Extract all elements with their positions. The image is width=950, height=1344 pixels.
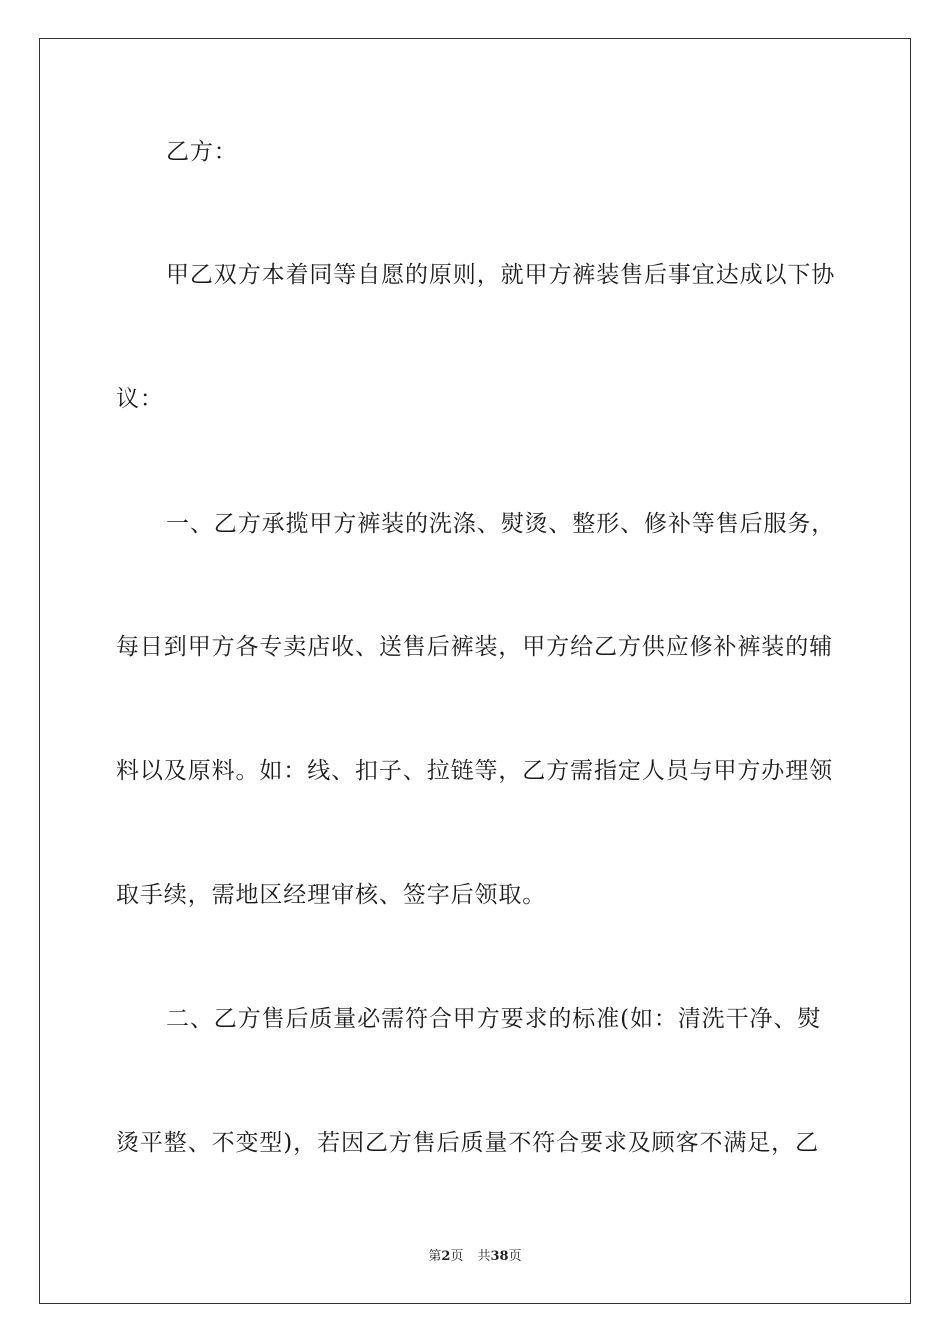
page-border	[39, 38, 911, 1304]
total-suffix: 页	[508, 1249, 522, 1264]
text-line-9: 烫平整、不变型)，若因乙方售后质量不符合要求及顾客不满足，乙	[116, 1130, 819, 1156]
total-prefix: 共	[477, 1249, 491, 1264]
page-prefix: 第	[428, 1249, 442, 1264]
text-line-1: 乙方：	[166, 139, 238, 165]
text-line-6: 料以及原料。如：线、扣子、拉链等，乙方需指定人员与甲方办理领	[116, 758, 833, 784]
page-current: 2	[441, 1249, 451, 1264]
page-footer	[0, 1248, 950, 1266]
text-line-2: 甲乙双方本着同等自愿的原则，就甲方裤装售后事宜达成以下协	[166, 262, 836, 288]
page-suffix: 页	[450, 1249, 464, 1264]
text-line-4: 一、乙方承揽甲方裤装的洗涤、熨烫、整形、修补等售后服务，	[166, 511, 836, 537]
text-line-7: 取手续，需地区经理审核、签字后领取。	[116, 882, 547, 908]
text-line-3: 议：	[116, 386, 164, 412]
page-total: 38	[490, 1249, 509, 1264]
text-line-5: 每日到甲方各专卖店收、送售后裤装，甲方给乙方供应修补裤装的辅	[116, 634, 833, 660]
text-line-8: 二、乙方售后质量必需符合甲方要求的标准(如：清洗干净、熨	[166, 1006, 822, 1032]
